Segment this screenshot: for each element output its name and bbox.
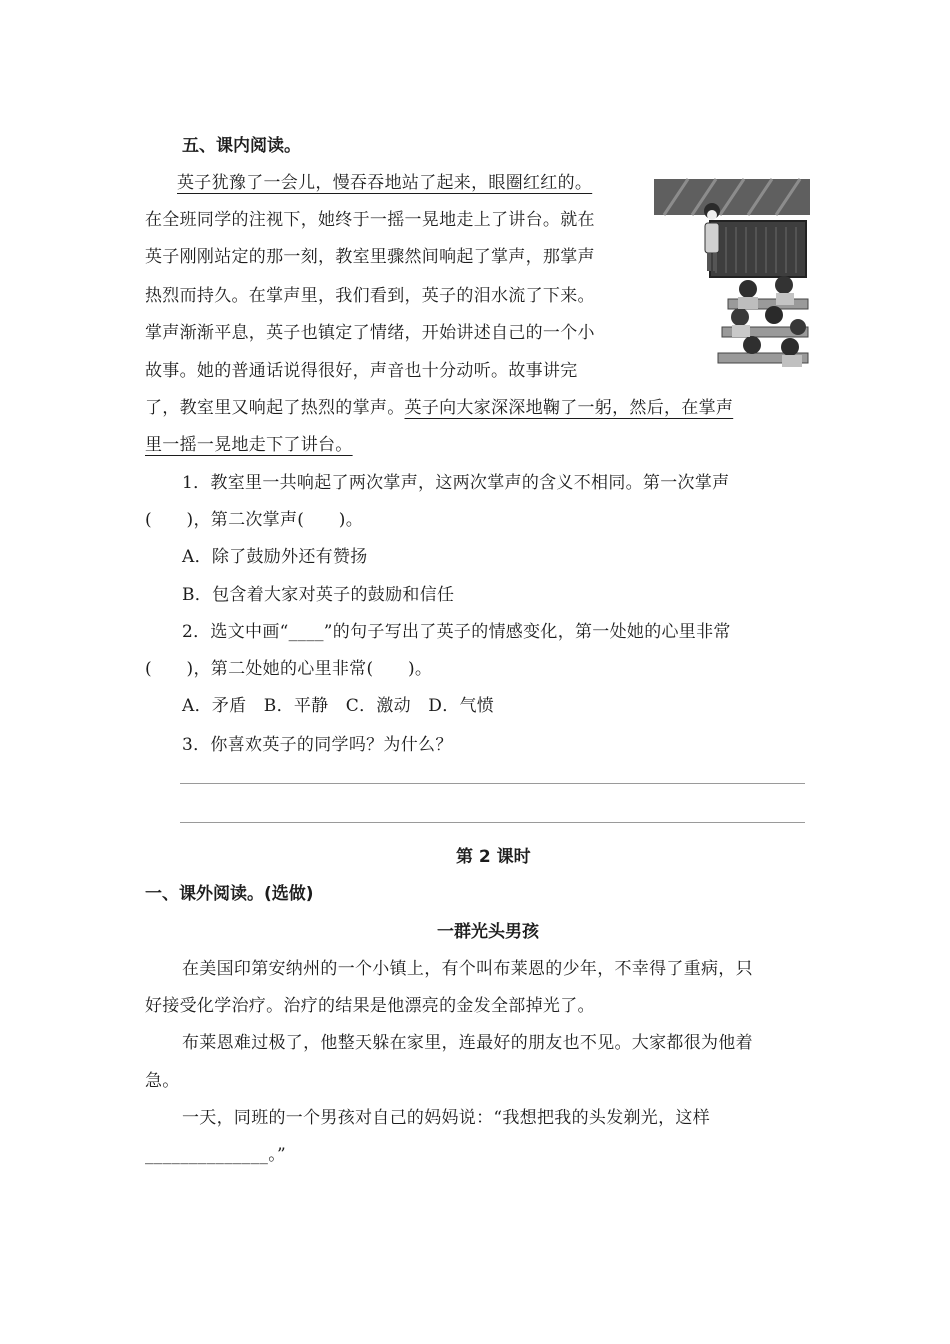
passage-line: 在全班同学的注视下，她终于一摇一晃地走上了讲台。就在 <box>145 210 595 230</box>
question-1: 1．教室里一共响起了两次掌声，这两次掌声的含义不相同。第一次掌声 <box>182 473 730 493</box>
lesson-title: 第 2 课时 <box>456 847 531 867</box>
story-line: 一天，同班的一个男孩对自己的妈妈说：“我想把我的头发剃光，这样 <box>182 1108 710 1128</box>
question-2: 2．选文中画“____”的句子写出了英子的情感变化，第一处她的心里非常 <box>182 622 731 642</box>
story-line: 好接受化学治疗。治疗的结果是他漂亮的金发全部掉光了。 <box>145 996 595 1016</box>
section-heading: 一、课外阅读。(选做) <box>145 884 314 904</box>
classroom-illustration <box>652 177 812 373</box>
answer-line <box>180 822 805 823</box>
question-1-blanks: ( )，第二次掌声( )。 <box>145 510 364 530</box>
story-blank-line: ______________。” <box>145 1145 286 1165</box>
passage-line: 热烈而持久。在掌声里，我们看到，英子的泪水流了下来。 <box>145 286 595 306</box>
question-3: 3．你喜欢英子的同学吗？为什么？ <box>182 735 453 755</box>
passage-line: 故事。她的普通话说得很好，声音也十分动听。故事讲完 <box>145 361 578 381</box>
passage-line: 掌声渐渐平息，英子也镇定了情绪，开始讲述自己的一个小 <box>145 323 595 343</box>
passage-text-underlined: 英子向大家深深地鞠了一躬，然后，在掌声 <box>404 398 734 418</box>
passage-line-underlined: 里一摇一晃地走下了讲台。 <box>145 435 353 455</box>
story-line: 在美国印第安纳州的一个小镇上，有个叫布莱恩的少年，不幸得了重病，只 <box>182 959 753 979</box>
story-title: 一群光头男孩 <box>437 922 539 942</box>
story-line: 急。 <box>145 1071 180 1091</box>
passage-line-underlined: 英子犹豫了一会儿，慢吞吞地站了起来，眼圈红红的。 <box>177 173 593 193</box>
passage-line: 英子刚刚站定的那一刻，教室里骤然间响起了掌声，那掌声 <box>145 247 595 267</box>
answer-line <box>180 783 805 784</box>
passage-text: 了，教室里又响起了热烈的掌声。 <box>145 398 405 418</box>
question-2-options: A．矛盾 B．平静 C．激动 D．气愤 <box>182 696 495 716</box>
option-a: A．除了鼓励外还有赞扬 <box>182 547 368 567</box>
question-2-blanks: ( )，第二处她的心里非常( )。 <box>145 659 433 679</box>
passage-line <box>145 393 733 418</box>
option-b: B．包含着大家对英子的鼓励和信任 <box>182 585 455 605</box>
story-line: 布莱恩难过极了，他整天躲在家里，连最好的朋友也不见。大家都很为他着 <box>182 1033 753 1053</box>
section-heading: 五、课内阅读。 <box>182 136 301 156</box>
